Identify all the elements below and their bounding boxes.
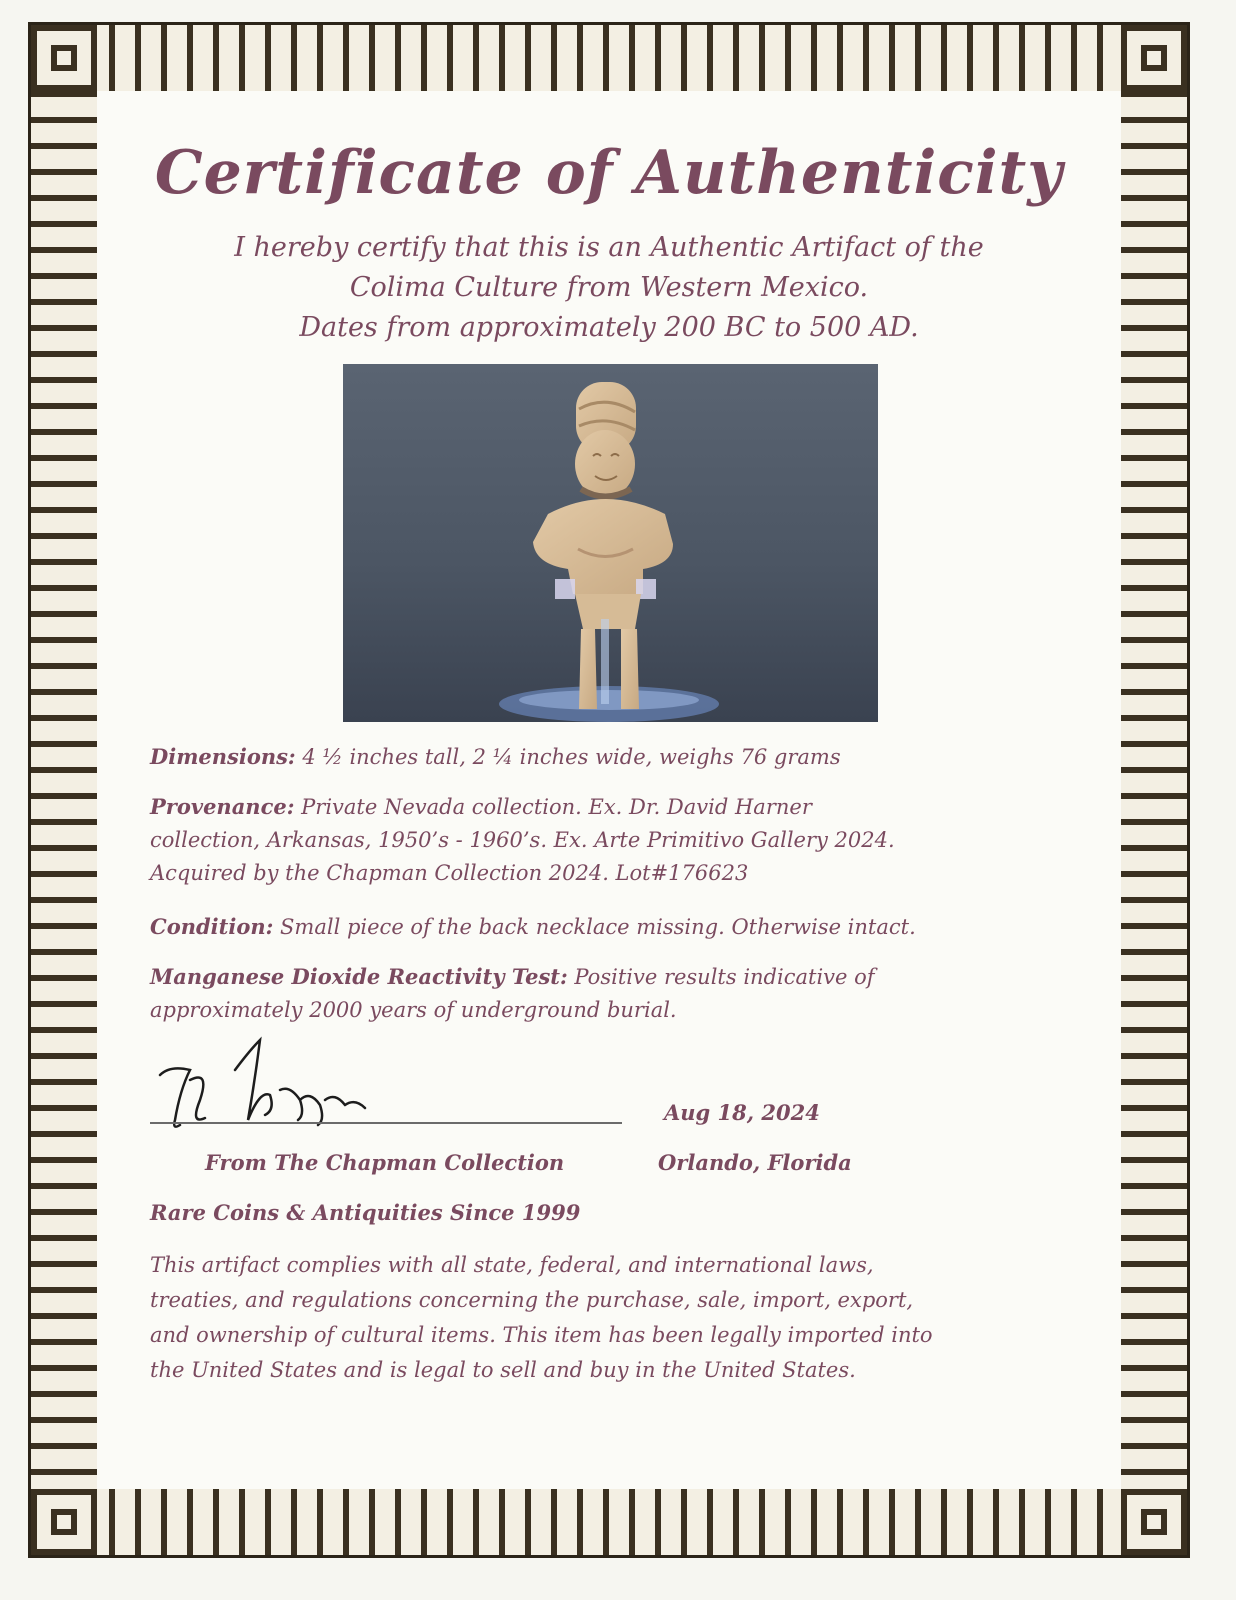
colima-figurine-image: [343, 364, 878, 722]
dimensions-value: 4 ½ inches tall, 2 ¼ inches wide, weighs 76 grams: [302, 745, 841, 769]
border-corner-top-right: [1121, 25, 1187, 91]
signature-location: Orlando, Florida: [658, 1150, 852, 1175]
greek-key-border-top: [31, 25, 1187, 91]
greek-key-border-bottom: [31, 1489, 1187, 1555]
provenance-label: Provenance:: [150, 794, 295, 819]
dimensions-label: Dimensions:: [150, 744, 296, 769]
signature-from: From The Chapman Collection: [205, 1150, 565, 1175]
border-corner-top-left: [31, 25, 97, 91]
legal-line-1: This artifact complies with all state, federal, and international laws,: [150, 1253, 874, 1277]
certificate-title: Certificate of Authenticity: [154, 138, 1064, 208]
legal-line-3: and ownership of cultural items. This item has been legally imported into: [150, 1323, 933, 1347]
border-corner-bottom-right: [1121, 1489, 1187, 1555]
legal-statement: [150, 1248, 1080, 1388]
signature-image: [150, 1030, 390, 1150]
provenance-value-line-3: Acquired by the Chapman Collection 2024. Lot#176623: [150, 861, 749, 885]
provenance-value-line-2: collection, Arkansas, 1950’s - 1960’s. Ex. Arte Primitivo Gallery 2024.: [150, 828, 895, 852]
provenance-row: [150, 790, 1080, 890]
signature-date: Aug 18, 2024: [664, 1100, 820, 1125]
condition-label: Condition:: [150, 914, 274, 939]
reactivity-test-label: Manganese Dioxide Reactivity Test:: [150, 964, 568, 989]
signature-line: [150, 1122, 622, 1124]
reactivity-test-value-line-2: approximately 2000 years of underground burial.: [150, 998, 677, 1022]
artifact-photo: [343, 364, 878, 722]
greek-key-border-left: [31, 91, 97, 1489]
greek-key-border-right: [1121, 91, 1187, 1489]
certificate-statement: [97, 228, 1121, 348]
condition-value: Small piece of the back necklace missing. Otherwise intact.: [280, 915, 916, 939]
condition-row: [150, 910, 1080, 944]
statement-line-3: Dates from approximately 200 BC to 500 AD.: [299, 312, 919, 343]
statement-line-2: Colima Culture from Western Mexico.: [349, 272, 869, 303]
dimensions-row: [150, 740, 1080, 774]
legal-line-2: treaties, and regulations concerning the purchase, sale, import, export,: [150, 1288, 914, 1312]
company-tagline: Rare Coins & Antiquities Since 1999: [150, 1200, 581, 1225]
reactivity-test-row: [150, 960, 1080, 1027]
legal-line-4: the United States and is legal to sell and buy in the United States.: [150, 1358, 856, 1382]
border-corner-bottom-left: [31, 1489, 97, 1555]
statement-line-1: I hereby certify that this is an Authentic Artifact of the: [234, 232, 984, 263]
provenance-value-line-1: Private Nevada collection. Ex. Dr. David Harner: [301, 795, 812, 819]
reactivity-test-value-line-1: Positive results indicative of: [574, 965, 875, 989]
